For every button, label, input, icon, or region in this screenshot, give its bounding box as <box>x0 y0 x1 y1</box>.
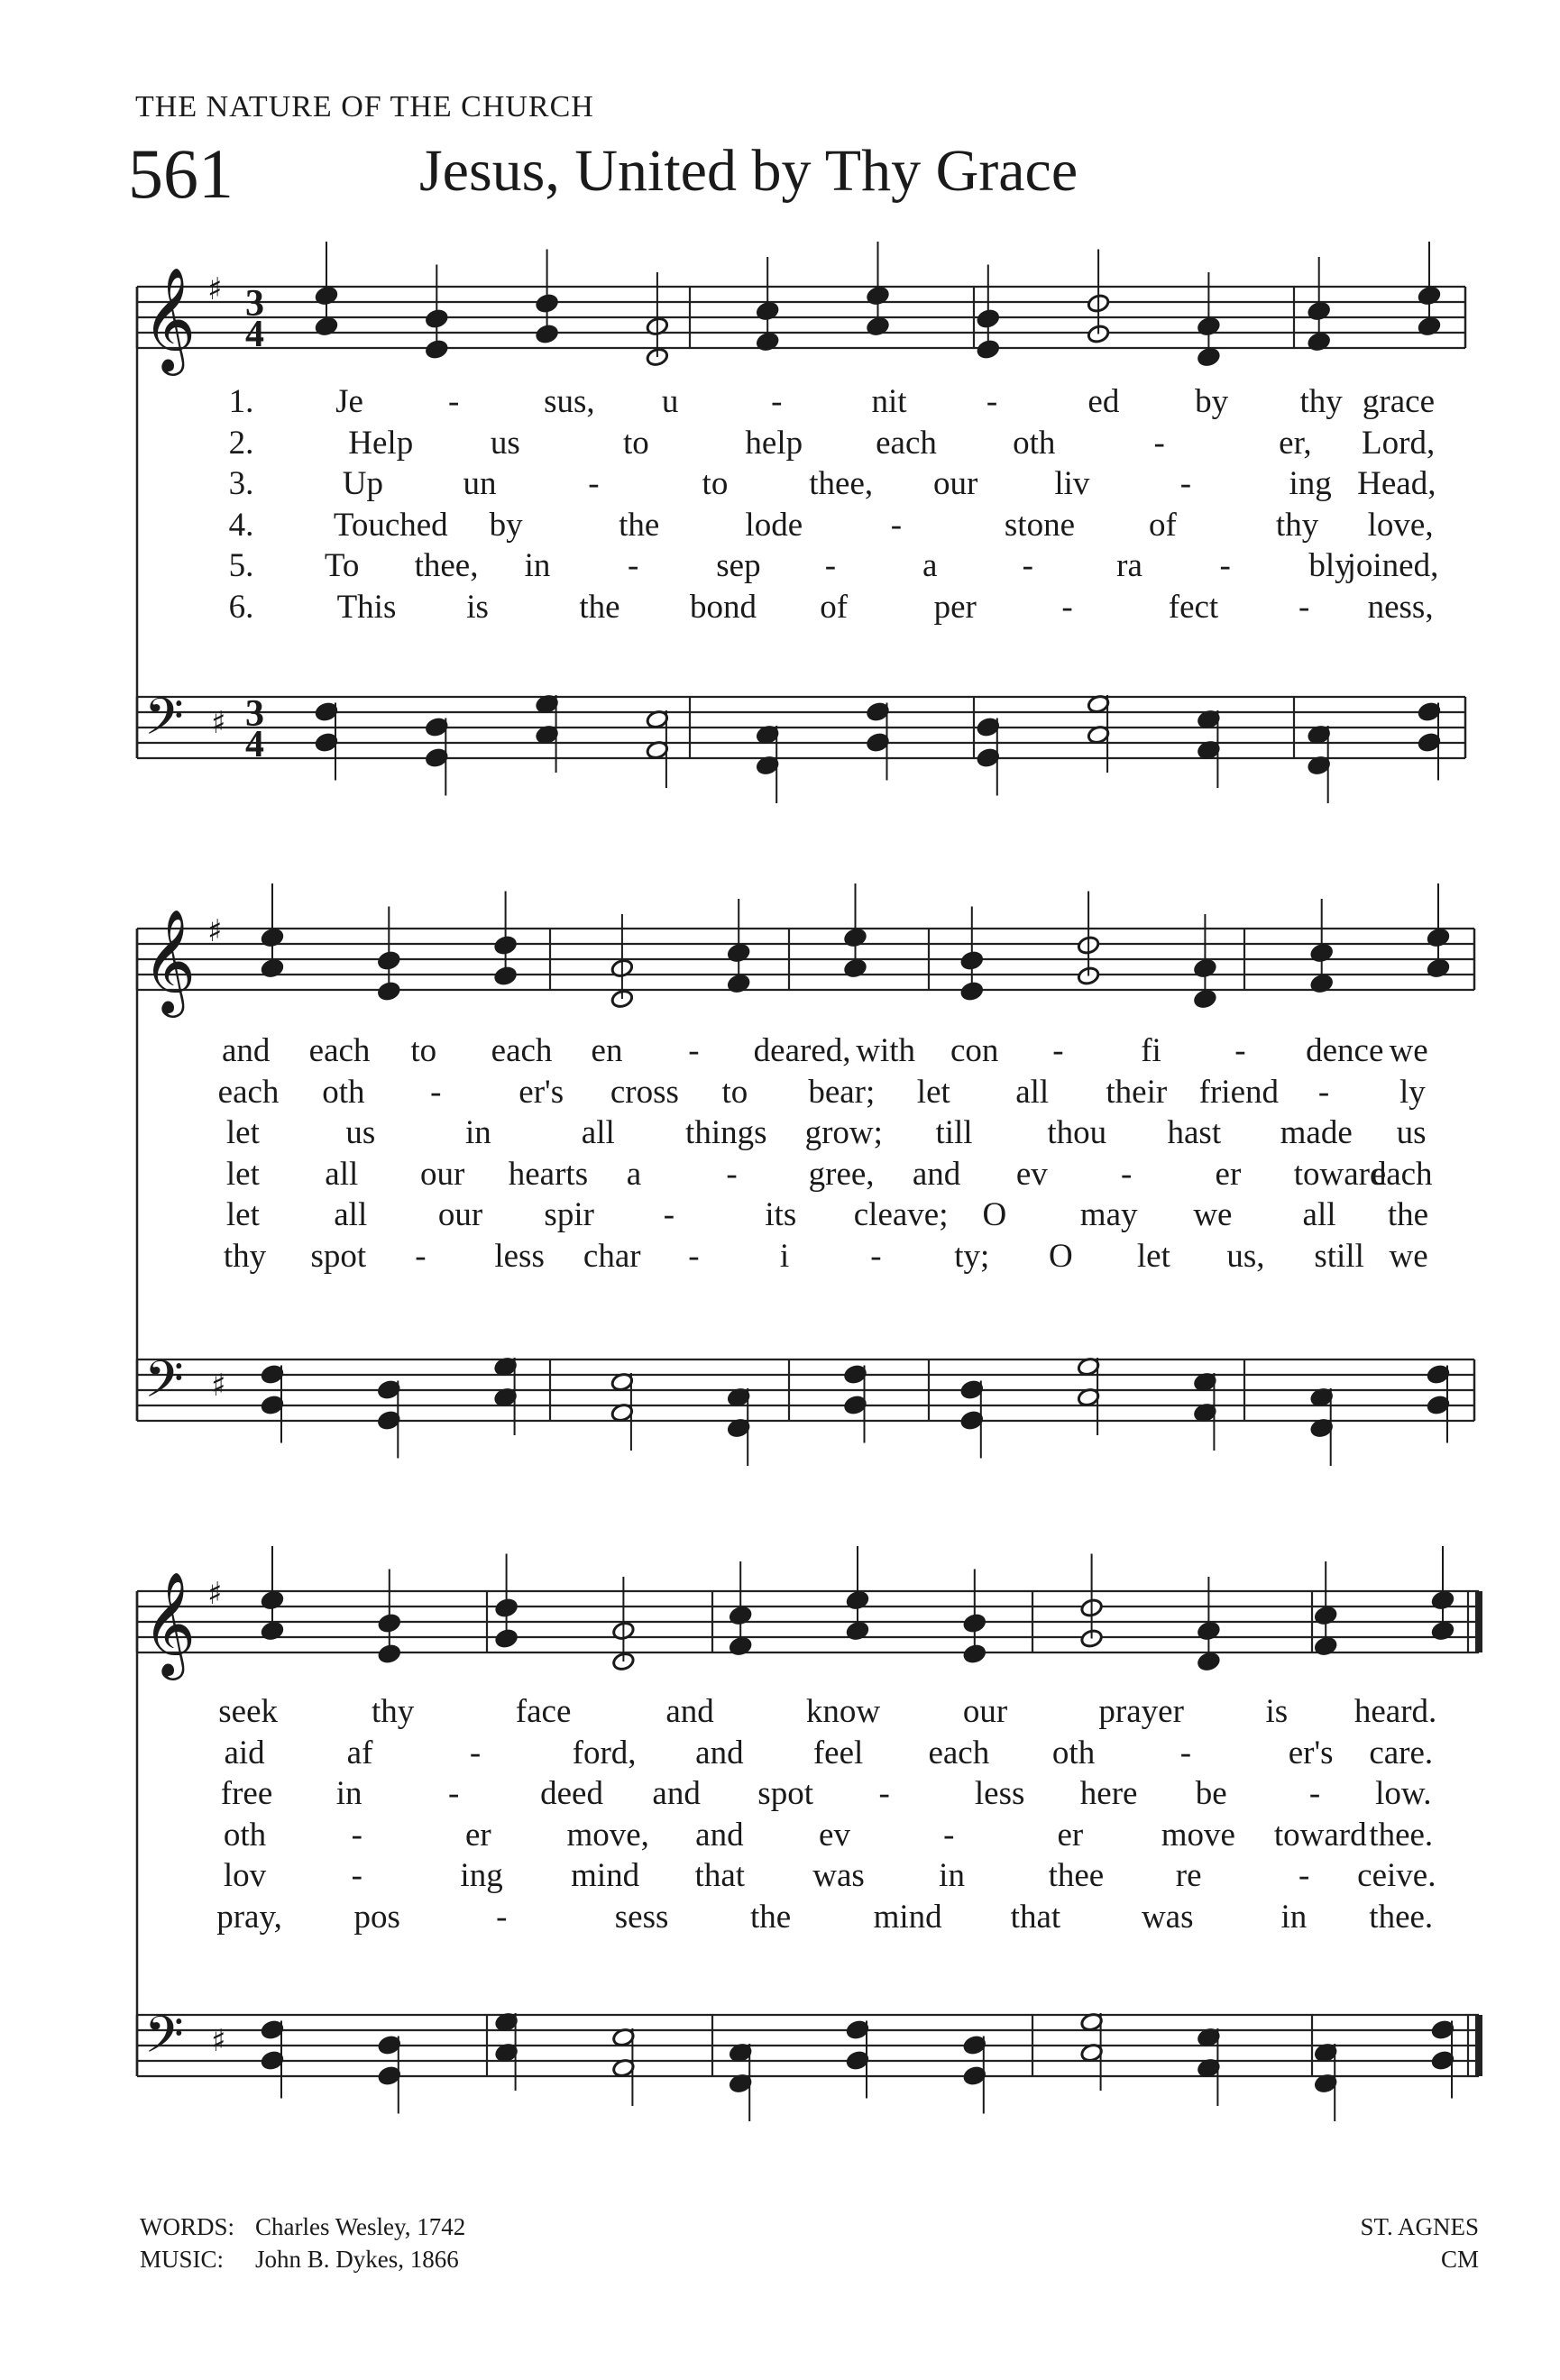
lyric-syllable: that <box>1010 1898 1061 1936</box>
lyric-syllable: the <box>619 506 660 544</box>
lyric-syllable: - <box>496 1898 508 1936</box>
lyric-syllable: re <box>1175 1857 1202 1894</box>
lyric-syllable: our <box>932 465 978 502</box>
lyric-syllable: 5. <box>228 547 254 584</box>
lyric-syllable: er, <box>1279 424 1312 462</box>
bass-clef-icon: 𝄢 <box>144 1350 184 1422</box>
lyric-syllable: ev <box>819 1816 850 1854</box>
lyric-syllable: that <box>694 1857 746 1894</box>
lyric-syllable: lov <box>223 1857 267 1894</box>
music-credit <box>140 2243 465 2275</box>
lyric-syllable: 1. <box>228 383 254 420</box>
lyric-syllable: - <box>1022 547 1033 584</box>
lyric-syllable: en <box>591 1032 623 1069</box>
lyric-syllable: love, <box>1367 506 1434 544</box>
lyric-syllable: per <box>933 588 977 626</box>
lyric-syllable: feel <box>812 1734 864 1771</box>
lyric-syllable: be <box>1195 1775 1227 1812</box>
lyric-syllable: and <box>665 1693 714 1730</box>
lyric-syllable: let <box>1136 1237 1170 1275</box>
lyric-syllable: stone <box>1004 506 1076 544</box>
lyric-syllable: 3. <box>228 465 254 502</box>
lyric-syllable: us <box>345 1114 376 1151</box>
bass-staff-2 <box>137 1350 1474 1466</box>
lyric-syllable: thee. <box>1369 1898 1434 1936</box>
lyric-syllable: - <box>1179 465 1192 502</box>
lyric-syllable: bly <box>1308 547 1352 584</box>
music-composer: John B. Dykes, 1866 <box>255 2246 459 2273</box>
lyric-syllable: er's <box>1288 1734 1334 1771</box>
lyric-syllable: of <box>820 588 849 626</box>
lyric-syllable: joined, <box>1346 547 1439 584</box>
lyric-syllable: er <box>464 1816 491 1854</box>
lyric-syllable: we <box>1389 1032 1428 1069</box>
lyric-syllable: move, <box>566 1816 649 1854</box>
lyric-syllable: grace <box>1362 383 1436 420</box>
lyric-syllable: low. <box>1375 1775 1432 1812</box>
lyric-syllable: and <box>695 1734 744 1771</box>
lyric-syllable: oth <box>223 1816 267 1854</box>
treble-clef-icon: 𝄞 <box>142 266 197 371</box>
lyric-syllable: each <box>1371 1155 1433 1193</box>
lyric-syllable: in <box>1280 1898 1308 1936</box>
lyric-syllable: and <box>912 1155 961 1193</box>
lyric-syllable: thou <box>1047 1114 1107 1151</box>
lyric-syllable: in <box>524 547 551 584</box>
lyric-syllable: friend <box>1198 1073 1280 1111</box>
lyric-syllable: - <box>943 1816 955 1854</box>
lyric-syllable: let <box>225 1155 260 1193</box>
lyric-syllable: aid <box>224 1734 265 1771</box>
lyric-syllable: things <box>685 1114 767 1151</box>
lyric-syllable: Touched <box>333 506 448 544</box>
lyric-syllable: of <box>1148 506 1177 544</box>
hymn-number: 561 <box>128 134 234 213</box>
treble-staff-3 <box>137 1546 1479 1680</box>
lyric-syllable: char <box>583 1237 641 1275</box>
lyric-syllable: - <box>1298 1857 1310 1894</box>
lyric-syllable: thy <box>371 1693 415 1730</box>
tune-name: ST. AGNES <box>1360 2213 1479 2240</box>
lyric-syllable: to <box>623 424 649 462</box>
lyric-syllable: mind <box>571 1857 640 1894</box>
music-label: MUSIC: <box>140 2246 225 2273</box>
lyric-syllable: - <box>588 465 600 502</box>
bass-staff-3 <box>137 2006 1479 2121</box>
lyric-syllable: deed <box>540 1775 603 1812</box>
bass-clef-icon: 𝄢 <box>144 2006 184 2077</box>
lyric-syllable: - <box>1121 1155 1133 1193</box>
lyric-syllable: the <box>1387 1196 1429 1233</box>
lyric-syllable: each <box>217 1073 280 1111</box>
lyric-syllable: help <box>745 424 803 462</box>
lyric-syllable: spir <box>544 1196 594 1233</box>
lyric-syllable: af <box>346 1734 373 1771</box>
lyric-syllable: - <box>1317 1073 1330 1111</box>
time-signature: 4 <box>245 724 264 765</box>
lyric-syllable: - <box>1153 424 1165 462</box>
lyric-syllable: 2. <box>228 424 254 462</box>
lyric-syllable: 6. <box>228 588 254 626</box>
lyric-syllable: let <box>225 1114 260 1151</box>
lyric-syllable: un <box>463 465 497 502</box>
lyric-syllable: - <box>1234 1032 1246 1069</box>
lyric-syllable: toward <box>1273 1816 1367 1854</box>
lyric-syllable: - <box>771 383 783 420</box>
lyric-syllable: - <box>415 1237 427 1275</box>
lyric-syllable: Lord, <box>1362 424 1436 462</box>
lyric-syllable: hast <box>1167 1114 1222 1151</box>
lyric-syllable: - <box>663 1196 675 1233</box>
lyric-syllable: the <box>749 1898 792 1936</box>
lyric-syllable: each <box>928 1734 990 1771</box>
lyric-syllable: - <box>430 1073 442 1111</box>
treble-staff-1 <box>137 242 1465 376</box>
lyric-syllable: pos <box>353 1898 400 1936</box>
lyric-syllable: and <box>652 1775 701 1812</box>
lyric-syllable: cross <box>610 1073 679 1111</box>
lyric-syllable: thee, <box>414 547 479 584</box>
lyric-syllable: their <box>1106 1073 1168 1111</box>
sharp-icon: ♯ <box>207 1576 223 1612</box>
lyric-syllable: thee <box>1048 1857 1105 1894</box>
lyric-syllable: in <box>335 1775 362 1812</box>
lyric-syllable: the <box>579 588 620 626</box>
lyric-syllable: all <box>325 1155 359 1193</box>
lyric-syllable: still <box>1314 1237 1364 1275</box>
lyric-syllable: - <box>448 1775 460 1812</box>
lyric-syllable: our <box>420 1155 465 1193</box>
lyric-syllable: - <box>878 1775 890 1812</box>
lyric-syllable: liv <box>1054 465 1090 502</box>
lyric-syllable: our <box>962 1693 1008 1730</box>
lyric-syllable: oth <box>1051 1734 1096 1771</box>
lyric-syllable: each <box>876 424 937 462</box>
lyric-syllable: us <box>490 424 520 462</box>
lyric-syllable: - <box>1061 588 1073 626</box>
lyric-syllable: each <box>491 1032 553 1069</box>
lyric-syllable: - <box>688 1032 700 1069</box>
lyric-syllable: thy <box>223 1237 267 1275</box>
lyric-syllable: ing <box>1289 465 1332 502</box>
lyric-syllable: gree, <box>808 1155 875 1193</box>
lyric-syllable: in <box>939 1857 965 1894</box>
lyric-syllable: - <box>824 547 837 584</box>
lyric-syllable: To <box>324 547 360 584</box>
lyric-syllable: we <box>1193 1196 1233 1233</box>
time-signature: 3 <box>245 283 264 325</box>
lyric-syllable: ly <box>1399 1073 1426 1111</box>
lyric-syllable: less <box>974 1775 1025 1812</box>
lyric-syllable: thy <box>1275 506 1319 544</box>
lyric-syllable: a <box>922 547 938 584</box>
lyric-syllable: fect <box>1168 588 1219 626</box>
lyric-syllable: spot <box>310 1237 367 1275</box>
lyric-syllable: we <box>1389 1237 1428 1275</box>
lyric-syllable: all <box>581 1114 615 1151</box>
words-label: WORDS: <box>140 2213 235 2240</box>
lyric-syllable: to <box>410 1032 437 1069</box>
lyric-syllable: each <box>308 1032 371 1069</box>
lyric-syllable: let <box>916 1073 950 1111</box>
lyric-syllable: oth <box>1013 424 1056 462</box>
sharp-icon: ♯ <box>211 2023 226 2059</box>
lyric-syllable: is <box>466 588 489 626</box>
lyric-syllable: 4. <box>228 506 254 544</box>
lyric-syllable: dence <box>1306 1032 1384 1069</box>
lyric-syllable: ness, <box>1367 588 1434 626</box>
hymn-title: Jesus, United by Thy Grace <box>419 138 1078 204</box>
lyric-syllable: O <box>1048 1237 1073 1275</box>
lyric-syllable: - <box>469 1734 482 1771</box>
lyric-syllable: ty; <box>954 1237 990 1275</box>
lyric-syllable: - <box>351 1816 362 1854</box>
lyric-syllable: by <box>1195 383 1229 420</box>
lyric-syllable: mind <box>873 1898 942 1936</box>
lyric-syllable: - <box>627 547 639 584</box>
lyric-syllable: here <box>1079 1775 1138 1812</box>
lyric-syllable: - <box>351 1857 362 1894</box>
lyric-syllable: thy <box>1299 383 1343 420</box>
lyric-syllable: all <box>334 1196 368 1233</box>
lyric-syllable: fi <box>1141 1032 1161 1069</box>
lyric-syllable: cleave; <box>853 1196 949 1233</box>
lyric-syllable: move <box>1161 1816 1235 1854</box>
lyric-syllable: - <box>1219 547 1231 584</box>
lyric-syllable: er <box>1057 1816 1084 1854</box>
lyric-syllable: grow; <box>804 1114 883 1151</box>
lyric-syllable: - <box>870 1237 882 1275</box>
lyric-syllable: pray, <box>216 1898 282 1936</box>
lyric-syllable: O <box>982 1196 1007 1233</box>
lyric-syllable: ev <box>1015 1155 1048 1193</box>
lyric-syllable: may <box>1079 1196 1138 1233</box>
lyric-syllable: - <box>1308 1775 1321 1812</box>
lyric-syllable: spot <box>757 1775 813 1812</box>
lyric-syllable: a <box>626 1155 642 1193</box>
lyric-syllable: u <box>661 383 679 420</box>
lyric-syllable: sess <box>614 1898 669 1936</box>
lyric-syllable: all <box>1015 1073 1050 1111</box>
sharp-icon: ♯ <box>211 705 226 741</box>
lyric-syllable: ra <box>1116 547 1142 584</box>
lyric-syllable: ing <box>460 1857 503 1894</box>
words-credit <box>140 2211 465 2243</box>
lyric-syllable: sep <box>716 547 761 584</box>
treble-staff-2 <box>137 883 1474 1018</box>
lyric-syllable: bear; <box>808 1073 876 1111</box>
treble-clef-icon: 𝄞 <box>142 1570 197 1676</box>
lyric-syllable: till <box>935 1114 973 1151</box>
lyric-syllable: our <box>437 1196 483 1233</box>
lyric-syllable: us <box>1396 1114 1427 1151</box>
lyric-syllable: us, <box>1226 1237 1265 1275</box>
lyric-syllable: thee, <box>809 465 874 502</box>
lyric-syllable: er's <box>518 1073 564 1111</box>
lyric-syllable: and <box>221 1032 271 1069</box>
meter: CM <box>1440 2246 1479 2273</box>
lyric-syllable: toward <box>1293 1155 1387 1193</box>
lyric-syllable: less <box>494 1237 545 1275</box>
lyric-syllable: - <box>890 506 903 544</box>
lyric-syllable: ford, <box>572 1734 637 1771</box>
bass-staff-1 <box>137 688 1465 803</box>
lyric-syllable: its <box>765 1196 797 1233</box>
sharp-icon: ♯ <box>211 1368 226 1404</box>
lyric-syllable: Head, <box>1357 465 1436 502</box>
lyric-syllable: made <box>1280 1114 1353 1151</box>
lyric-syllable: bond <box>689 588 757 626</box>
lyric-syllable: - <box>448 383 460 420</box>
lyric-syllable: know <box>805 1693 881 1730</box>
lyric-syllable: This <box>336 588 397 626</box>
lyric-syllable: seek <box>218 1693 279 1730</box>
sharp-icon: ♯ <box>207 913 223 949</box>
treble-clef-icon: 𝄞 <box>142 908 197 1013</box>
section-title: THE NATURE OF THE CHURCH <box>135 90 594 124</box>
lyric-syllable: nit <box>871 383 907 420</box>
lyric-syllable: prayer <box>1098 1693 1184 1730</box>
lyric-syllable: oth <box>322 1073 365 1111</box>
lyric-syllable: er <box>1215 1155 1242 1193</box>
credits-right <box>1360 2211 1479 2275</box>
time-signature: 4 <box>245 314 264 355</box>
lyric-syllable: all <box>1302 1196 1336 1233</box>
lyric-syllable: care. <box>1369 1734 1434 1771</box>
lyric-syllable: i <box>779 1237 790 1275</box>
lyric-syllable: face <box>515 1693 572 1730</box>
lyric-syllable: was <box>1141 1898 1194 1936</box>
lyric-syllable: to <box>702 465 729 502</box>
lyric-syllable: by <box>489 506 523 544</box>
lyric-syllable: con <box>950 1032 999 1069</box>
time-signature: 3 <box>245 693 264 735</box>
lyric-syllable: hearts <box>508 1155 589 1193</box>
lyric-syllable: - <box>688 1237 700 1275</box>
lyric-syllable: Je <box>335 383 363 420</box>
lyric-syllable: was <box>812 1857 865 1894</box>
lyric-syllable: in <box>464 1114 491 1151</box>
lyric-syllable: Help <box>348 424 414 462</box>
lyric-syllable: with <box>856 1032 916 1069</box>
lyric-syllable: - <box>1298 588 1310 626</box>
lyric-syllable: - <box>1179 1734 1192 1771</box>
lyric-syllable: thee. <box>1369 1816 1434 1854</box>
lyric-syllable: heard. <box>1354 1693 1437 1730</box>
lyric-syllable: - <box>1052 1032 1064 1069</box>
lyric-syllable: sus, <box>544 383 595 420</box>
credits-left <box>140 2211 465 2275</box>
lyric-syllable: - <box>726 1155 738 1193</box>
lyric-syllable: is <box>1265 1693 1289 1730</box>
bass-clef-icon: 𝄢 <box>144 688 184 759</box>
lyric-syllable: - <box>986 383 998 420</box>
sharp-icon: ♯ <box>207 271 223 307</box>
lyric-syllable: and <box>695 1816 744 1854</box>
lyric-syllable: to <box>721 1073 748 1111</box>
lyric-syllable: let <box>225 1196 260 1233</box>
lyric-syllable: free <box>220 1775 273 1812</box>
words-author: Charles Wesley, 1742 <box>255 2213 466 2240</box>
lyric-syllable: ceive. <box>1357 1857 1436 1894</box>
lyric-syllable: deared, <box>753 1032 851 1069</box>
lyric-syllable: Up <box>342 465 383 502</box>
lyric-syllable: ed <box>1087 383 1120 420</box>
lyric-syllable: lode <box>745 506 803 544</box>
